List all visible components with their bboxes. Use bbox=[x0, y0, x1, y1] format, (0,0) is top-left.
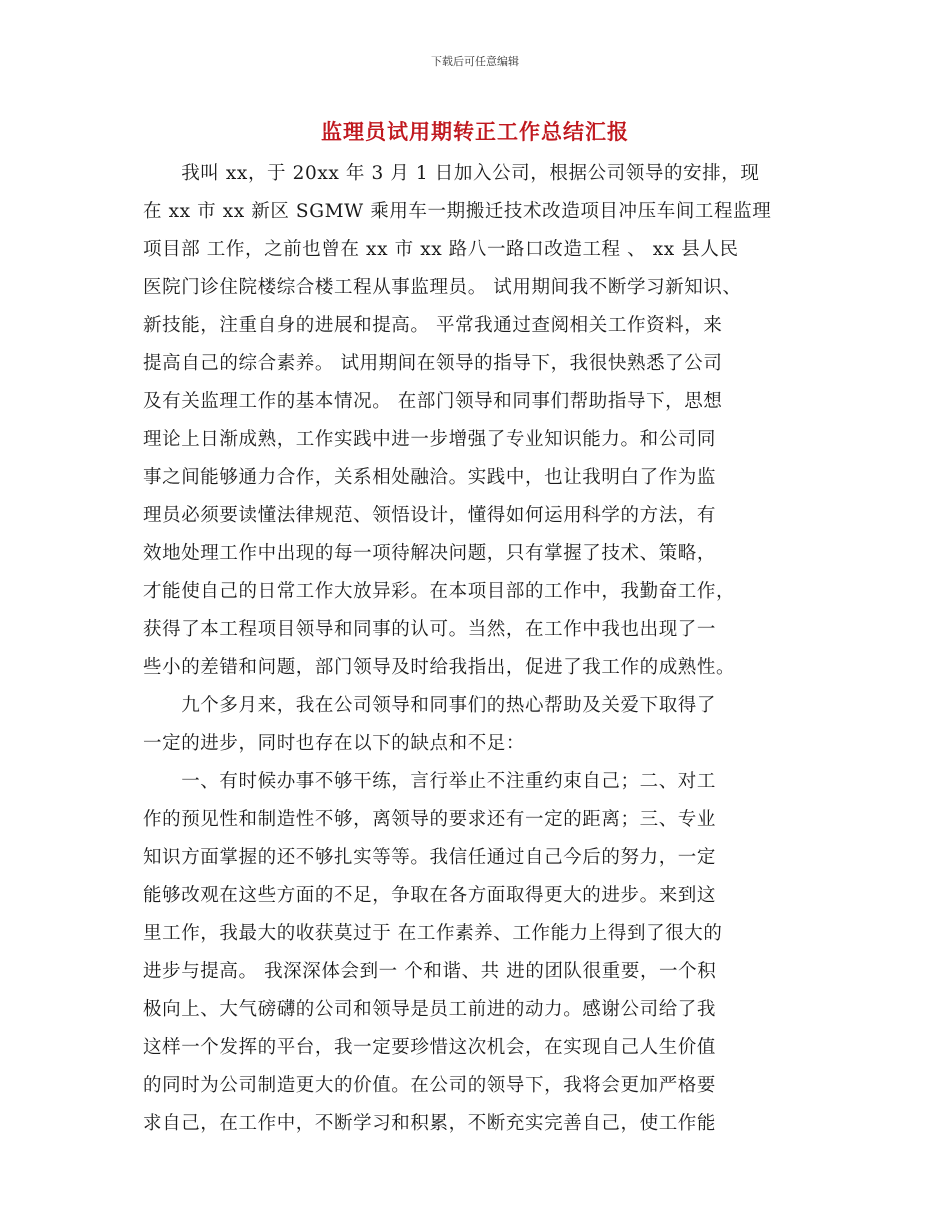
body-line: 理论上日渐成熟，工作实践中进一步增强了专业知识能力。和公司同 bbox=[143, 429, 717, 450]
body-line: 事之间能够通力合作，关系相处融洽。实践中，也让我明白了作为监 bbox=[143, 467, 717, 488]
body-line: 极向上、大气磅礴的公司和领导是员工前进的动力。感谢公司给了我 bbox=[143, 999, 717, 1020]
body-line: 的同时为公司制造更大的价值。在公司的领导下，我将会更加严格要 bbox=[143, 1075, 717, 1096]
body-line: 作的预见性和制造性不够，离领导的要求还有一定的距离；三、专业 bbox=[143, 809, 717, 830]
body-line: 些小的差错和问题，部门领导及时给我指出，促进了我工作的成熟性。 bbox=[143, 657, 736, 678]
body-line: 新技能，注重自身的进展和提高。 平常我通过查阅相关工作资料，来 bbox=[143, 315, 723, 336]
body-line: 在 xx 市 xx 新区 SGMW 乘用车一期搬迁技术改造项目冲压车间工程监理 bbox=[143, 201, 772, 222]
document-body bbox=[143, 155, 843, 1143]
body-line: 这样一个发挥的平台，我一定要珍惜这次机会，在实现自己人生价值 bbox=[143, 1037, 717, 1058]
body-line: 进步与提高。 我深深体会到一 个和谐、共 进的团队很重要，一个积 bbox=[143, 961, 717, 982]
body-line: 我叫 xx，于 20xx 年 3 月 1 日加入公司，根据公司领导的安排，现 bbox=[143, 163, 760, 184]
body-line: 获得了本工程项目领导和同事的认可。当然，在工作中我也出现了一 bbox=[143, 619, 717, 640]
body-line: 九个多月来，我在公司领导和同事们的热心帮助及关爱下取得了 bbox=[143, 695, 717, 716]
body-line: 一定的进步，同时也存在以下的缺点和不足： bbox=[143, 733, 526, 754]
body-line: 医院门诊住院楼综合楼工程从事监理员。 试用期间我不断学习新知识、 bbox=[143, 277, 742, 298]
body-line: 能够改观在这些方面的不足，争取在各方面取得更大的进步。来到这 bbox=[143, 885, 717, 906]
body-line: 一、有时候办事不够干练，言行举止不注重约束自己；二、对工 bbox=[143, 771, 717, 792]
body-line: 才能使自己的日常工作大放异彩。在本项目部的工作中，我勤奋工作， bbox=[143, 581, 736, 602]
body-line: 项目部 工作，之前也曾在 xx 市 xx 路八一路口改造工程 、 xx 县人民 bbox=[143, 239, 739, 260]
header-note: 下载后可任意编辑 bbox=[431, 55, 519, 68]
body-line: 效地处理工作中出现的每一项待解决问题，只有掌握了技术、策略， bbox=[143, 543, 717, 564]
body-line: 及有关监理工作的基本情况。 在部门领导和同事们帮助指导下，思想 bbox=[143, 391, 723, 412]
body-line: 求自己，在工作中，不断学习和积累，不断充实完善自己，使工作能 bbox=[143, 1113, 717, 1134]
document-title: 监理员试用期转正工作总结汇报 bbox=[321, 120, 629, 144]
body-line: 里工作，我最大的收获莫过于 在工作素养、工作能力上得到了很大的 bbox=[143, 923, 723, 944]
body-line: 提高自己的综合素养。 试用期间在领导的指导下，我很快熟悉了公司 bbox=[143, 353, 723, 374]
body-line: 知识方面掌握的还不够扎实等等。我信任通过自己今后的努力，一定 bbox=[143, 847, 717, 868]
body-line: 理员必须要读懂法律规范、领悟设计，懂得如何运用科学的方法，有 bbox=[143, 505, 717, 526]
